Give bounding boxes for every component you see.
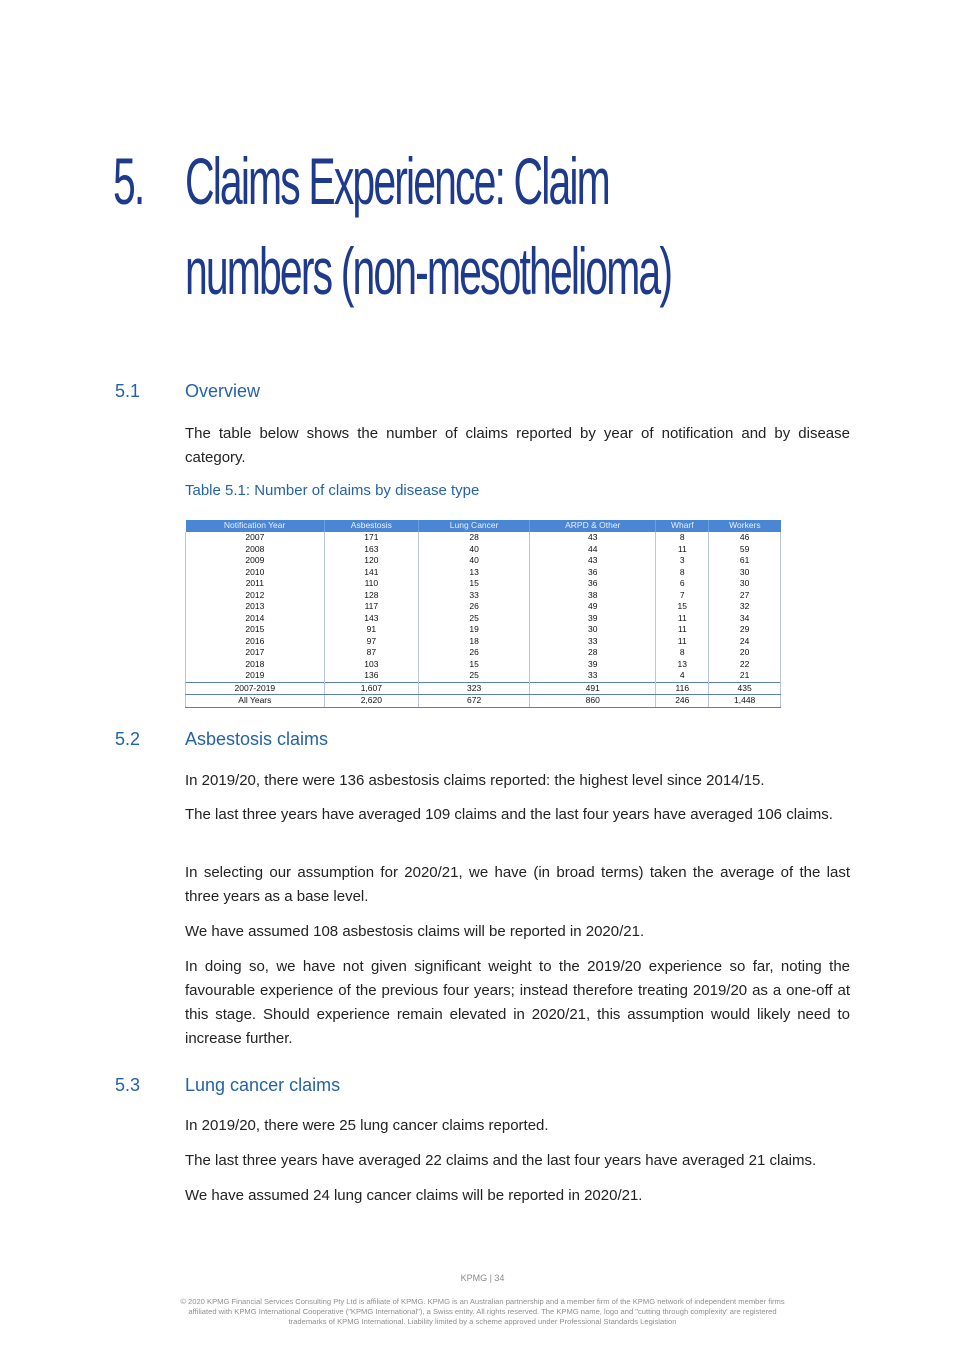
table-cell: 2014 — [186, 613, 325, 625]
section-number: 5.3 — [115, 1075, 141, 1095]
asbestosis-paragraph-5: In doing so, we have not given significant weight to the 2019/20 experience so far, noting the favourable experience of the previous four years; instead therefore treating 2019/20 as a one-off at this stage. Should experience remain elevated in 2020/21, this assumption would likely need to increase further. — [185, 958, 850, 1047]
table-cell: 163 — [324, 544, 418, 556]
table-cell: 117 — [324, 601, 418, 613]
table-row — [186, 659, 781, 671]
column-header: Lung Cancer — [419, 520, 530, 532]
lung-cancer-paragraph-2: The last three years have averaged 22 claims and the last four years have averaged 21 claims. — [185, 1152, 817, 1169]
column-header: Asbestosis — [324, 520, 418, 532]
table-cell: 33 — [530, 670, 656, 682]
table-cell: 2007-2019 — [186, 682, 325, 695]
chapter-title-line-2: numbers (non-mesothelioma) — [185, 234, 672, 308]
table-cell: 116 — [656, 682, 709, 695]
asbestosis-paragraph-3: In selecting our assumption for 2020/21, we have (in broad terms) taken the average of the last three years as a base level. — [185, 864, 850, 905]
table-cell: 25 — [419, 613, 530, 625]
table-cell: 120 — [324, 555, 418, 567]
table-cell: 87 — [324, 647, 418, 659]
table-cell: 491 — [530, 682, 656, 695]
section-number: 5.2 — [115, 729, 141, 749]
legal-line-2: affiliated with KPMG International Cooperative ("KPMG International"), a Swiss entity. All rights reserved. The KPMG name, logo and "cutting through complexity' are registered — [188, 1307, 777, 1316]
column-header: Notification Year — [186, 520, 325, 532]
table-cell: 141 — [324, 567, 418, 579]
table-cell: 2012 — [186, 590, 325, 602]
section-title: Overview — [185, 381, 261, 401]
table-cell: 1,607 — [324, 682, 418, 695]
table-cell: 2010 — [186, 567, 325, 579]
table-cell: 435 — [709, 682, 781, 695]
table-row — [186, 567, 781, 579]
claims-by-disease-table — [185, 520, 781, 708]
table-cell: 15 — [656, 601, 709, 613]
table-caption: Table 5.1: Number of claims by disease type — [185, 482, 480, 499]
table-cell: 7 — [656, 590, 709, 602]
chapter-title-line-1: Claims Experience: Claim — [185, 144, 609, 218]
page-number-label: KPMG | 34 — [460, 1273, 505, 1283]
table-row — [186, 555, 781, 567]
table-cell: 15 — [419, 659, 530, 671]
table-cell: 11 — [656, 613, 709, 625]
table-cell: 39 — [530, 613, 656, 625]
table-cell: 2007 — [186, 532, 325, 544]
table-cell: 36 — [530, 578, 656, 590]
table-cell: 143 — [324, 613, 418, 625]
table-row — [186, 613, 781, 625]
asbestosis-paragraph-4: We have assumed 108 asbestosis claims will be reported in 2020/21. — [185, 923, 645, 940]
lung-cancer-paragraph-1: In 2019/20, there were 25 lung cancer claims reported. — [185, 1117, 549, 1134]
table-cell: 43 — [530, 532, 656, 544]
table-cell: 43 — [530, 555, 656, 567]
table-cell: 171 — [324, 532, 418, 544]
chapter-number: 5. — [113, 144, 144, 218]
table-cell: 3 — [656, 555, 709, 567]
table-cell: 2008 — [186, 544, 325, 556]
legal-notice — [115, 1297, 850, 1327]
table-cell: 11 — [656, 624, 709, 636]
table-row — [186, 544, 781, 556]
table-cell: 25 — [419, 670, 530, 682]
table-cell: 103 — [324, 659, 418, 671]
chapter-title-text — [185, 136, 805, 316]
table-cell: 36 — [530, 567, 656, 579]
table-cell: 30 — [530, 624, 656, 636]
table-cell: 39 — [530, 659, 656, 671]
table-cell: 860 — [530, 695, 656, 708]
overview-paragraph: The table below shows the number of claims reported by year of notification and by disease category. — [185, 425, 850, 466]
legal-line-1: © 2020 KPMG Financial Services Consulting Pty Ltd is affiliate of KPMG. KPMG is an Australian partnership and a member firm of the KPMG network of independent member firms — [180, 1297, 785, 1306]
table-cell: 128 — [324, 590, 418, 602]
table-cell: 323 — [419, 682, 530, 695]
table-cell: 2011 — [186, 578, 325, 590]
table-cell: 30 — [709, 578, 781, 590]
table-cell: 11 — [656, 544, 709, 556]
table-cell: 61 — [709, 555, 781, 567]
table-header-row — [186, 520, 781, 532]
table-cell: 40 — [419, 544, 530, 556]
table-cell: 2019 — [186, 670, 325, 682]
table-cell: 246 — [656, 695, 709, 708]
table-cell: 29 — [709, 624, 781, 636]
table-cell: 1,448 — [709, 695, 781, 708]
column-header: Wharf — [656, 520, 709, 532]
table-cell: 32 — [709, 601, 781, 613]
table-cell: 13 — [656, 659, 709, 671]
table-cell: 2018 — [186, 659, 325, 671]
table-all-years-row — [186, 695, 781, 708]
asbestosis-paragraph-2: The last three years have averaged 109 claims and the last four years have averaged 106 claims. — [185, 806, 833, 823]
table-cell: 2016 — [186, 636, 325, 648]
table-row — [186, 624, 781, 636]
table-cell: 672 — [419, 695, 530, 708]
lung-cancer-paragraph-3: We have assumed 24 lung cancer claims will be reported in 2020/21. — [185, 1187, 643, 1204]
table-row — [186, 647, 781, 659]
table-cell: 8 — [656, 567, 709, 579]
table-row — [186, 578, 781, 590]
table-cell: 40 — [419, 555, 530, 567]
table-cell: 24 — [709, 636, 781, 648]
table-cell: 33 — [530, 636, 656, 648]
table-cell: All Years — [186, 695, 325, 708]
table-cell: 2013 — [186, 601, 325, 613]
table-cell: 44 — [530, 544, 656, 556]
table-cell: 2009 — [186, 555, 325, 567]
table-row — [186, 532, 781, 544]
table-cell: 13 — [419, 567, 530, 579]
table-total-row — [186, 682, 781, 695]
table-cell: 38 — [530, 590, 656, 602]
section-title: Asbestosis claims — [185, 729, 329, 749]
table-cell: 15 — [419, 578, 530, 590]
table-cell: 8 — [656, 647, 709, 659]
table-cell: 49 — [530, 601, 656, 613]
table-cell: 110 — [324, 578, 418, 590]
table-cell: 30 — [709, 567, 781, 579]
table-cell: 11 — [656, 636, 709, 648]
table-cell: 26 — [419, 601, 530, 613]
table-cell: 20 — [709, 647, 781, 659]
section-title: Lung cancer claims — [185, 1075, 341, 1095]
table-row — [186, 590, 781, 602]
table-cell: 97 — [324, 636, 418, 648]
table-cell: 59 — [709, 544, 781, 556]
column-header: Workers — [709, 520, 781, 532]
table-cell: 28 — [419, 532, 530, 544]
table-cell: 26 — [419, 647, 530, 659]
table-cell: 19 — [419, 624, 530, 636]
table-cell: 136 — [324, 670, 418, 682]
table-cell: 2015 — [186, 624, 325, 636]
table-cell: 6 — [656, 578, 709, 590]
asbestosis-paragraph-1: In 2019/20, there were 136 asbestosis claims reported: the highest level since 2014/15. — [185, 772, 765, 789]
table-cell: 2,620 — [324, 695, 418, 708]
table-cell: 28 — [530, 647, 656, 659]
table-row — [186, 636, 781, 648]
table-row — [186, 670, 781, 682]
section-number: 5.1 — [115, 381, 141, 401]
table-cell: 33 — [419, 590, 530, 602]
table-cell: 21 — [709, 670, 781, 682]
table-cell: 34 — [709, 613, 781, 625]
table-cell: 8 — [656, 532, 709, 544]
table-row — [186, 601, 781, 613]
legal-line-3: trademarks of KPMG International. Liability limited by a scheme approved under Professional Standards Legislation — [288, 1317, 677, 1326]
table-cell: 22 — [709, 659, 781, 671]
table-cell: 4 — [656, 670, 709, 682]
column-header: ARPD & Other — [530, 520, 656, 532]
table-cell: 46 — [709, 532, 781, 544]
table-cell: 2017 — [186, 647, 325, 659]
table-cell: 91 — [324, 624, 418, 636]
table-cell: 18 — [419, 636, 530, 648]
table-cell: 27 — [709, 590, 781, 602]
